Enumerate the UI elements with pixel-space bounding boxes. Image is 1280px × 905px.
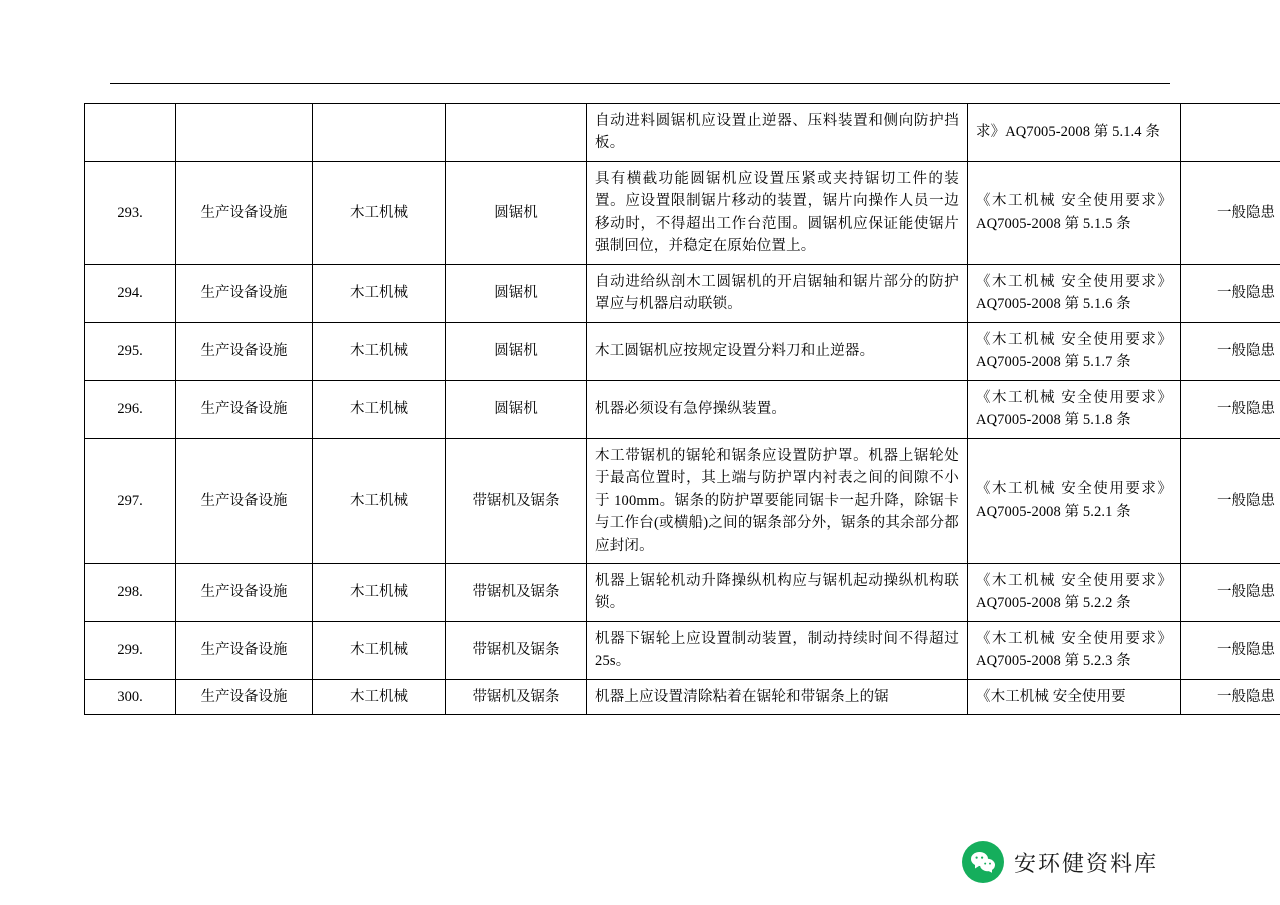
cell-level: 一般隐患 bbox=[1181, 438, 1280, 563]
cell-category: 生产设备设施 bbox=[176, 563, 313, 621]
cell-no: 298. bbox=[85, 563, 176, 621]
cell-no: 297. bbox=[85, 438, 176, 563]
cell-category: 生产设备设施 bbox=[176, 322, 313, 380]
cell-description: 机器必须设有急停操纵装置。 bbox=[587, 380, 968, 438]
cell-subcategory: 木工机械 bbox=[313, 563, 446, 621]
cell-reference: 《木工机械 安全使用要求》AQ7005-2008 第 5.1.6 条 bbox=[968, 264, 1181, 322]
cell-machine: 带锯机及锯条 bbox=[446, 679, 587, 714]
cell-category bbox=[176, 104, 313, 162]
cell-no bbox=[85, 104, 176, 162]
cell-reference: 《木工机械 安全使用要求》AQ7005-2008 第 5.1.8 条 bbox=[968, 380, 1181, 438]
cell-machine: 带锯机及锯条 bbox=[446, 621, 587, 679]
cell-description: 木工带锯机的锯轮和锯条应设置防护罩。机器上锯轮处于最高位置时，其上端与防护罩内衬表之间的间隙不小于 100mm。锯条的防护罩要能同锯卡一起升降，除锯卡与工作台(或横船)之间的锯条部分外，锯条的其余部分都应封闭。 bbox=[587, 438, 968, 563]
table-row bbox=[85, 438, 1280, 563]
cell-level: 一般隐患 bbox=[1181, 264, 1280, 322]
footer-watermark bbox=[962, 840, 1202, 884]
cell-description: 自动进给纵剖木工圆锯机的开启锯轴和锯片部分的防护罩应与机器启动联锁。 bbox=[587, 264, 968, 322]
cell-no: 294. bbox=[85, 264, 176, 322]
cell-description: 具有横截功能圆锯机应设置压紧或夹持锯切工件的装置。应设置限制锯片移动的装置，锯片向操作人员一边移动时，不得超出工作台范围。圆锯机应保证能使锯片强制回位，并稳定在原始位置上。 bbox=[587, 161, 968, 264]
table-row bbox=[85, 104, 1280, 162]
cell-subcategory: 木工机械 bbox=[313, 322, 446, 380]
cell-no: 300. bbox=[85, 679, 176, 714]
cell-subcategory: 木工机械 bbox=[313, 621, 446, 679]
table-row bbox=[85, 563, 1280, 621]
cell-no: 295. bbox=[85, 322, 176, 380]
cell-machine: 圆锯机 bbox=[446, 322, 587, 380]
table-row bbox=[85, 621, 1280, 679]
cell-description: 机器上锯轮机动升降操纵机构应与锯机起动操纵机构联锁。 bbox=[587, 563, 968, 621]
cell-reference: 《木工机械 安全使用要求》AQ7005-2008 第 5.1.5 条 bbox=[968, 161, 1181, 264]
cell-description: 木工圆锯机应按规定设置分料刀和止逆器。 bbox=[587, 322, 968, 380]
cell-level: 一般隐患 bbox=[1181, 161, 1280, 264]
cell-level: 一般隐患 bbox=[1181, 322, 1280, 380]
cell-level bbox=[1181, 104, 1280, 162]
table-row bbox=[85, 264, 1280, 322]
cell-category: 生产设备设施 bbox=[176, 161, 313, 264]
cell-reference: 《木工机械 安全使用要求》AQ7005-2008 第 5.2.3 条 bbox=[968, 621, 1181, 679]
table-row bbox=[85, 161, 1280, 264]
table-row bbox=[85, 322, 1280, 380]
cell-subcategory: 木工机械 bbox=[313, 161, 446, 264]
cell-reference: 《木工机械 安全使用要 bbox=[968, 679, 1181, 714]
cell-subcategory: 木工机械 bbox=[313, 264, 446, 322]
checklist-table-container bbox=[84, 103, 1275, 715]
cell-no: 293. bbox=[85, 161, 176, 264]
cell-machine bbox=[446, 104, 587, 162]
cell-description: 机器下锯轮上应设置制动装置，制动持续时间不得超过 25s。 bbox=[587, 621, 968, 679]
cell-subcategory: 木工机械 bbox=[313, 679, 446, 714]
cell-level: 一般隐患 bbox=[1181, 679, 1280, 714]
cell-level: 一般隐患 bbox=[1181, 621, 1280, 679]
cell-reference: 求》AQ7005-2008 第 5.1.4 条 bbox=[968, 104, 1181, 162]
cell-category: 生产设备设施 bbox=[176, 264, 313, 322]
cell-subcategory bbox=[313, 104, 446, 162]
cell-level: 一般隐患 bbox=[1181, 563, 1280, 621]
table-row bbox=[85, 679, 1280, 714]
cell-reference: 《木工机械 安全使用要求》AQ7005-2008 第 5.1.7 条 bbox=[968, 322, 1181, 380]
cell-reference: 《木工机械 安全使用要求》AQ7005-2008 第 5.2.1 条 bbox=[968, 438, 1181, 563]
cell-machine: 圆锯机 bbox=[446, 161, 587, 264]
cell-machine: 圆锯机 bbox=[446, 264, 587, 322]
cell-description: 自动进料圆锯机应设置止逆器、压料装置和侧向防护挡板。 bbox=[587, 104, 968, 162]
table-row bbox=[85, 380, 1280, 438]
cell-machine: 带锯机及锯条 bbox=[446, 438, 587, 563]
checklist-table bbox=[84, 103, 1280, 715]
cell-reference: 《木工机械 安全使用要求》AQ7005-2008 第 5.2.2 条 bbox=[968, 563, 1181, 621]
cell-category: 生产设备设施 bbox=[176, 438, 313, 563]
cell-category: 生产设备设施 bbox=[176, 679, 313, 714]
cell-machine: 圆锯机 bbox=[446, 380, 587, 438]
watermark-label: 安环健资料库 bbox=[1014, 850, 1159, 876]
cell-description: 机器上应设置清除粘着在锯轮和带锯条上的锯 bbox=[587, 679, 968, 714]
cell-machine: 带锯机及锯条 bbox=[446, 563, 587, 621]
cell-level: 一般隐患 bbox=[1181, 380, 1280, 438]
cell-subcategory: 木工机械 bbox=[313, 438, 446, 563]
cell-subcategory: 木工机械 bbox=[313, 380, 446, 438]
cell-category: 生产设备设施 bbox=[176, 621, 313, 679]
header-divider bbox=[110, 83, 1170, 84]
cell-category: 生产设备设施 bbox=[176, 380, 313, 438]
wechat-icon bbox=[962, 841, 1004, 883]
cell-no: 296. bbox=[85, 380, 176, 438]
cell-no: 299. bbox=[85, 621, 176, 679]
